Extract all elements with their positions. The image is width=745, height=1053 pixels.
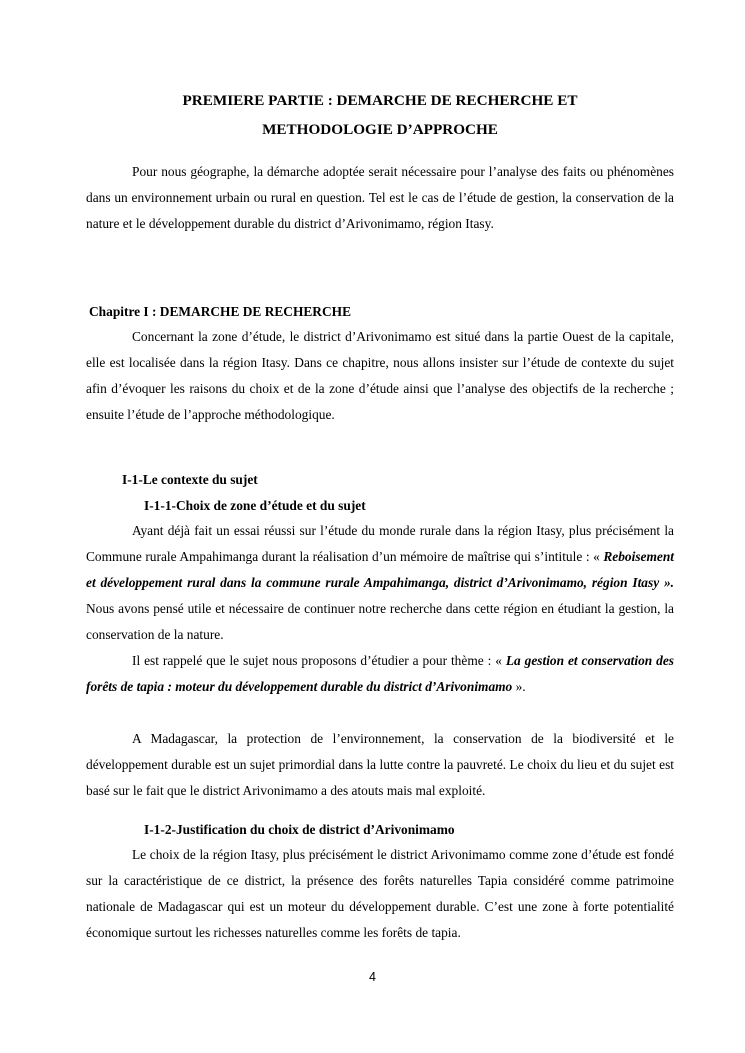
chapter-1-paragraph: Concernant la zone d’étude, le district d’Arivonimamo est situé dans la partie Ouest de la capitale, elle est localisée dans la région Itasy. Dans ce chapitre, nous allons insister sur l’étude de contexte du sujet afin d’évoquer les raisons du choix et de la zone d’étude ainsi que l’analyse des objectifs de la recherche ; ensuite l’étude de l’approche méthodologique. xyxy=(86,329,674,422)
intro-paragraph: Pour nous géographe, la démarche adoptée serait nécessaire pour l’analyse des faits ou phénomènes dans un environnement urbain ou rural en question. Tel est le cas de l’étude de gestion, la conservation de la nature et le développement durable du district d’Arivonimamo, région Itasy. xyxy=(86,164,674,231)
section-i1-heading: I-1-Le contexte du sujet xyxy=(122,472,258,487)
paragraph-1-text-b: Nous avons pensé utile et nécessaire de continuer notre recherche dans cette région en étudiant la gestion, la conservation de la nature. xyxy=(86,601,674,642)
part-title-line-2: METHODOLOGIE D’APPROCHE xyxy=(262,121,498,138)
section-i11-paragraph-2 xyxy=(86,648,674,700)
paragraph-2-text-b: ». xyxy=(512,679,526,694)
paragraph-1-text-a: Ayant déjà fait un essai réussi sur l’étude du monde rurale dans la région Itasy, plus précisément la Commune rurale Ampahimanga durant la réalisation d’un mémoire de maîtrise qui s’intitule : « xyxy=(86,523,674,564)
section-i11-paragraph-1 xyxy=(86,518,674,648)
section-i12-paragraph: Le choix de la région Itasy, plus précisément le district Arivonimamo comme zone d’étude est fondé sur la caractéristique de ce district, la présence des forêts naturelles Tapia considéré comme patrimoine nationale de Madagascar qui est un moteur du développement durable. C’est une zone à forte potentialité économique surtout les richesses naturelles comme les forêts de tapia. xyxy=(86,847,674,940)
page-number: 4 xyxy=(369,970,376,984)
memoire-title-emphasis: Reboisement et développement rural dans la commune rurale Ampahimanga, district d’Arivonimamo, région Itasy ». xyxy=(86,549,674,590)
paragraph-2-text-a: Il est rappelé que le sujet nous proposons d’étudier a pour thème : « xyxy=(132,653,506,668)
part-title-line-1: PREMIERE PARTIE : DEMARCHE DE RECHERCHE ET xyxy=(182,92,578,109)
chapter-1-heading: Chapitre I : DEMARCHE DE RECHERCHE xyxy=(89,304,351,319)
section-i11-paragraph-3: A Madagascar, la protection de l’environnement, la conservation de la biodiversité et le développement durable est un sujet primordial dans la lutte contre la pauvreté. Le choix du lieu et du sujet est basé sur le fait que le district Arivonimamo a des atouts mais mal exploité. xyxy=(86,731,674,798)
section-i12-heading: I-1-2-Justification du choix de district d’Arivonimamo xyxy=(144,822,455,837)
section-i11-heading: I-1-1-Choix de zone d’étude et du sujet xyxy=(144,498,366,513)
theme-title-emphasis: La gestion et conservation des forêts de tapia : moteur du développement durable du district d’Arivonimamo xyxy=(86,653,674,694)
